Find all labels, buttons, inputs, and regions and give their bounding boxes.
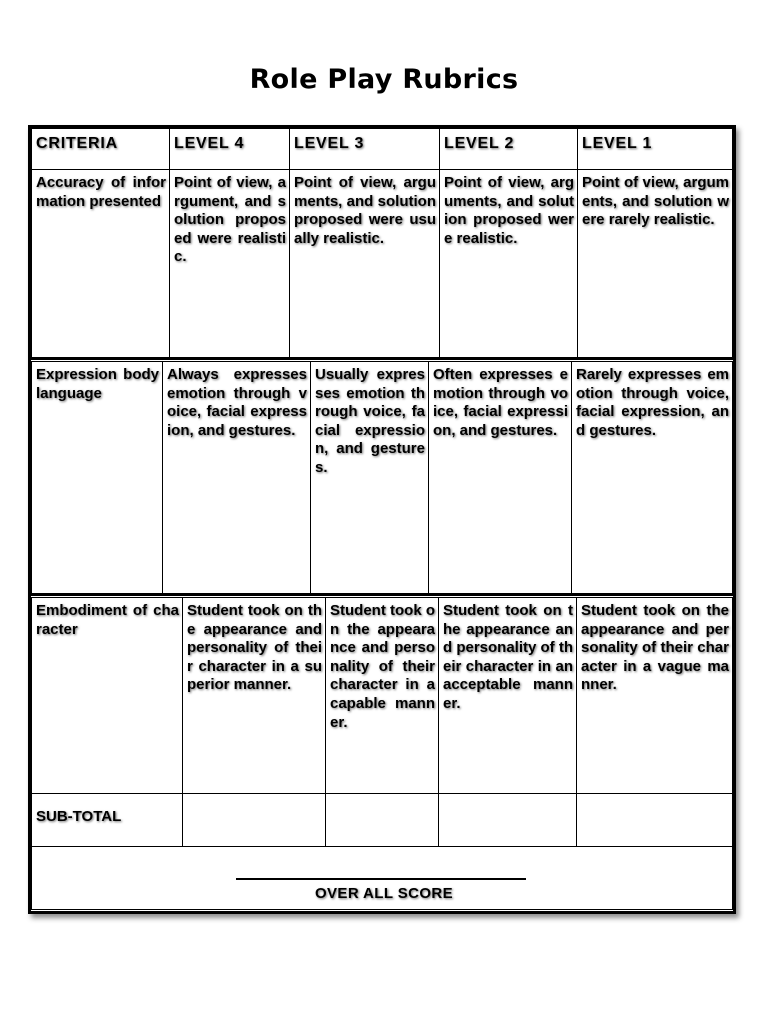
- subtotal-label: SUB-TOTAL: [36, 808, 122, 825]
- header-criteria: CRITERIA: [32, 129, 170, 169]
- overall-score-line: [236, 878, 526, 880]
- level-3-cell: Point of view, arguments, and solution proposed were usually realistic.: [290, 170, 440, 358]
- row-divider: [32, 846, 732, 847]
- level-4-cell: Student took on the appearance and personality of their character in a superior manner.: [183, 598, 326, 846]
- level-4-cell: Point of view, argument, and solution proposed were realistic.: [170, 170, 290, 358]
- level-1-cell: Student took on the appearance and personality of their character in a vague manner.: [581, 602, 729, 694]
- level-3-cell: Usually expresses emotion through voice, facial expression, and gestures.: [311, 362, 429, 593]
- level-1-cell: Point of view, arguments, and solution were rarely realistic.: [582, 174, 729, 229]
- rubric-section-accuracy: [31, 128, 733, 360]
- page-title: Role Play Rubrics: [249, 64, 519, 95]
- criteria-cell: Embodiment of character: [32, 598, 183, 846]
- level-2-cell: Student took on the appearance and personality of their character in an acceptable manner.: [439, 598, 577, 846]
- rubric-section-expression: [31, 361, 733, 596]
- level-2-cell: Point of view, arguments, and solution proposed were realistic.: [440, 170, 578, 358]
- header-level-4: LEVEL 4: [170, 129, 290, 169]
- header-level-3: LEVEL 3: [290, 129, 440, 169]
- level-3-cell: Student took on the appearance and personality of their character in a capable manner.: [326, 598, 439, 846]
- level-1-cell: Rarely expresses emotion through voice, facial expression, and gestures.: [576, 366, 729, 439]
- level-4-cell: Always expresses emotion through voice, facial expression, and gestures.: [163, 362, 311, 593]
- overall-score-label: OVER ALL SCORE: [314, 885, 454, 902]
- level-2-cell: Often expresses emotion through voice, facial expression, and gestures.: [429, 362, 572, 593]
- criteria-cell: Expression body language: [32, 362, 163, 593]
- header-level-2: LEVEL 2: [440, 129, 578, 169]
- header-level-1: LEVEL 1: [582, 135, 653, 152]
- criteria-cell: Accuracy of information presented: [32, 170, 170, 358]
- rubric-section-embodiment: [31, 597, 733, 910]
